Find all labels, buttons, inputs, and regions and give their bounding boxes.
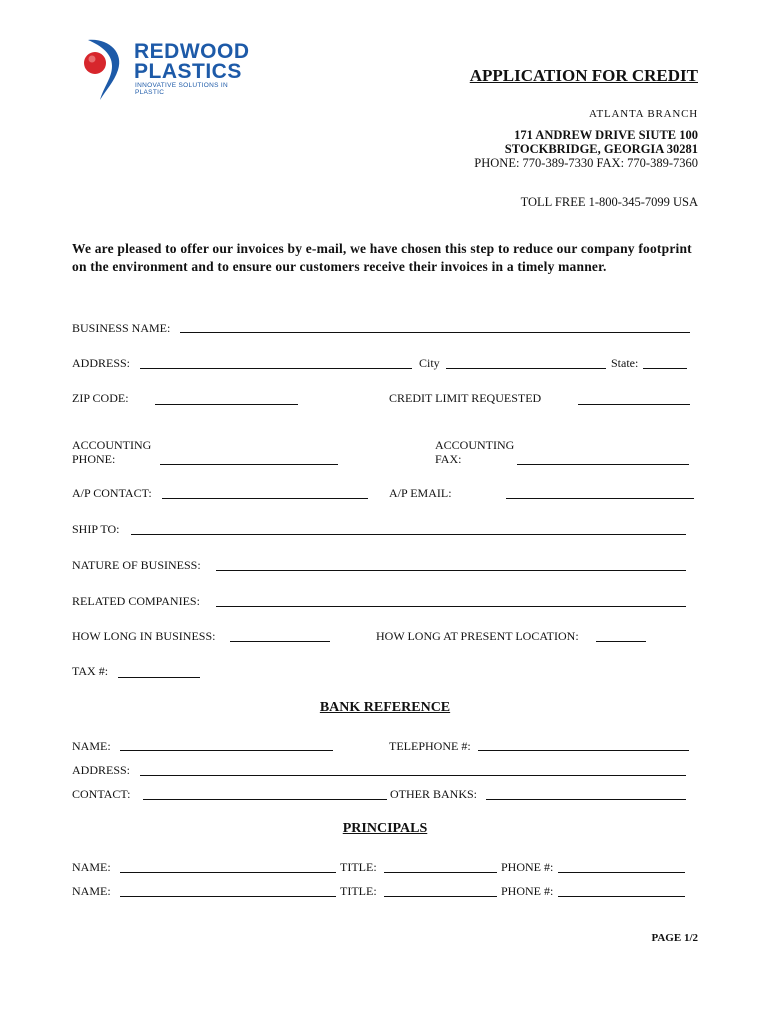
principal-1-title-label: TITLE: bbox=[340, 860, 377, 874]
principal-2-title-label: TITLE: bbox=[340, 884, 377, 898]
company-logo bbox=[78, 36, 258, 104]
principal-1-name-field[interactable] bbox=[120, 872, 336, 873]
state-label: State: bbox=[611, 356, 639, 370]
accounting-fax-label-line2: FAX: bbox=[435, 452, 462, 466]
principal-1-name-label: NAME: bbox=[72, 860, 111, 874]
principal-2-phone-field[interactable] bbox=[558, 896, 685, 897]
ap-contact-label: A/P CONTACT: bbox=[72, 486, 152, 500]
accounting-fax-field[interactable] bbox=[517, 464, 689, 465]
ap-contact-field[interactable] bbox=[162, 498, 368, 499]
other-banks-field[interactable] bbox=[486, 799, 686, 800]
credit-limit-field[interactable] bbox=[578, 404, 690, 405]
principal-2-phone-label: PHONE #: bbox=[501, 884, 554, 898]
how-long-in-business-label: HOW LONG IN BUSINESS: bbox=[72, 629, 216, 643]
bank-address-field[interactable] bbox=[140, 775, 686, 776]
city-label: City bbox=[419, 356, 440, 370]
ship-to-label: SHIP TO: bbox=[72, 522, 120, 536]
principal-2-title-field[interactable] bbox=[384, 896, 497, 897]
bank-contact-field[interactable] bbox=[143, 799, 387, 800]
branch-address-line2: STOCKBRIDGE, GEORGIA 30281 bbox=[504, 142, 698, 156]
related-companies-field[interactable] bbox=[216, 606, 686, 607]
intro-paragraph: We are pleased to offer our invoices by e-mail, we have chosen this step to reduce our company footprint on the environment and to ensure our customers receive their invoices in a timely manner. bbox=[72, 241, 692, 274]
accounting-phone-field[interactable] bbox=[160, 464, 338, 465]
logo-word-plastics: PLASTICS bbox=[134, 60, 242, 83]
business-name-label: BUSINESS NAME: bbox=[72, 321, 171, 335]
bank-telephone-label: TELEPHONE #: bbox=[389, 739, 471, 753]
state-field[interactable] bbox=[643, 368, 687, 369]
ap-email-label: A/P EMAIL: bbox=[389, 486, 452, 500]
principal-1-title-field[interactable] bbox=[384, 872, 497, 873]
accounting-phone-label-line2: PHONE: bbox=[72, 452, 116, 466]
bank-contact-label: CONTACT: bbox=[72, 787, 131, 801]
principals-heading: PRINCIPALS bbox=[342, 821, 428, 836]
tax-number-label: TAX #: bbox=[72, 664, 109, 678]
principal-1-phone-label: PHONE #: bbox=[501, 860, 554, 874]
other-banks-label: OTHER BANKS: bbox=[390, 787, 478, 801]
how-long-in-business-field[interactable] bbox=[230, 641, 330, 642]
bank-reference-heading: BANK REFERENCE bbox=[319, 700, 451, 715]
toll-free-number: TOLL FREE 1-800-345-7099 USA bbox=[520, 195, 698, 209]
zip-label: ZIP CODE: bbox=[72, 391, 129, 405]
bank-telephone-field[interactable] bbox=[478, 750, 689, 751]
how-long-at-location-field[interactable] bbox=[596, 641, 646, 642]
nature-of-business-field[interactable] bbox=[216, 570, 686, 571]
accounting-fax-label-line1: ACCOUNTING bbox=[435, 438, 515, 452]
nature-of-business-label: NATURE OF BUSINESS: bbox=[72, 558, 201, 572]
bank-name-field[interactable] bbox=[120, 750, 333, 751]
zip-field[interactable] bbox=[155, 404, 298, 405]
address-label: ADDRESS: bbox=[72, 356, 131, 370]
tax-number-field[interactable] bbox=[118, 677, 200, 678]
logo-tagline: INNOVATIVE SOLUTIONS IN PLASTIC bbox=[135, 82, 228, 96]
principal-2-name-field[interactable] bbox=[120, 896, 336, 897]
branch-address-line1: 171 ANDREW DRIVE SIUTE 100 bbox=[514, 128, 698, 142]
principal-1-phone-field[interactable] bbox=[558, 872, 685, 873]
bank-address-label: ADDRESS: bbox=[72, 763, 131, 777]
accounting-phone-label-line1: ACCOUNTING bbox=[72, 438, 152, 452]
principal-2-name-label: NAME: bbox=[72, 884, 111, 898]
address-field[interactable] bbox=[140, 368, 412, 369]
branch-name: ATLANTA BRANCH bbox=[588, 108, 698, 120]
page-number: PAGE 1/2 bbox=[651, 932, 698, 944]
ap-email-field[interactable] bbox=[506, 498, 694, 499]
ship-to-field[interactable] bbox=[131, 534, 686, 535]
logo-mark-icon bbox=[78, 36, 126, 104]
credit-limit-label: CREDIT LIMIT REQUESTED bbox=[389, 391, 542, 405]
city-field[interactable] bbox=[446, 368, 606, 369]
page-title: APPLICATION FOR CREDIT bbox=[469, 66, 698, 85]
related-companies-label: RELATED COMPANIES: bbox=[72, 594, 200, 608]
how-long-at-location-label: HOW LONG AT PRESENT LOCATION: bbox=[376, 629, 579, 643]
logo-word-redwood: REDWOOD bbox=[134, 40, 250, 63]
business-name-field[interactable] bbox=[180, 332, 690, 333]
bank-name-label: NAME: bbox=[72, 739, 111, 753]
branch-phone-fax: PHONE: 770-389-7330 FAX: 770-389-7360 bbox=[474, 156, 698, 170]
